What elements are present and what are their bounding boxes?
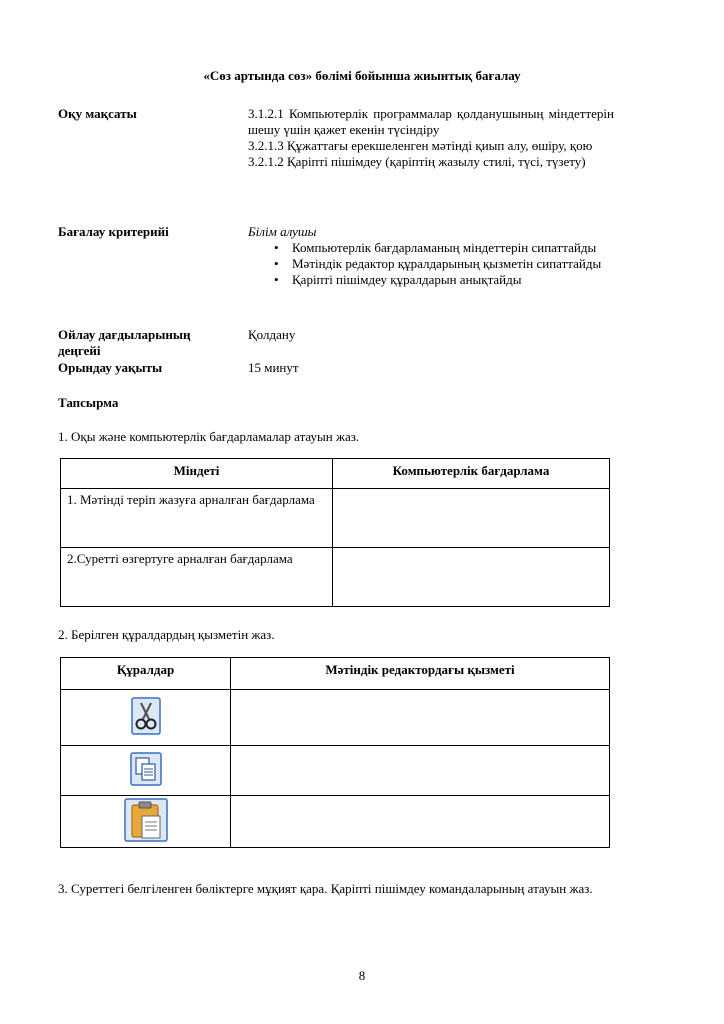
answer-cell[interactable] (333, 548, 610, 607)
paste-clipboard-icon (124, 798, 168, 846)
time-value: 15 минут (248, 360, 299, 375)
table-header: Құралдар (61, 658, 231, 690)
tool-cell (61, 690, 231, 746)
page-number: 8 (358, 968, 366, 983)
copy-icon (130, 752, 162, 790)
page-title: «Сөз артында сөз» бөлімі бойынша жиынтық бағалау (203, 68, 521, 83)
goal-line: 3.2.1.2 Қаріпті пішімдеу (қаріптің жазылу стилі, түсі, түзету) (248, 154, 586, 169)
answer-cell[interactable] (231, 796, 610, 848)
scissors-cut-icon (131, 697, 161, 739)
table-header: Міндеті (61, 459, 333, 489)
task2-text: 2. Берілген құралдардың қызметін жаз. (58, 627, 275, 642)
table-header-row (61, 459, 610, 489)
table-cell: 2.Суретті өзгертуге арналған бағдарлама (61, 548, 333, 607)
criteria-value (248, 224, 614, 288)
criteria-label: Бағалау критерийі (58, 224, 169, 239)
thinking-value: Қолдану (248, 327, 296, 342)
answer-cell[interactable] (231, 690, 610, 746)
task1-table (60, 458, 610, 607)
table-row (61, 690, 610, 746)
table-row (61, 489, 610, 548)
criteria-list (248, 240, 614, 288)
table-cell: 1. Мәтінді теріп жазуға арналған бағдарлама (61, 489, 333, 548)
goal-value (248, 106, 614, 170)
tool-cell (61, 746, 231, 796)
criteria-item: • Қаріпті пішімдеу құралдарын анықтайды (248, 272, 614, 288)
criteria-item: • Мәтіндік редактор құралдарының қызметін сипаттайды (248, 256, 614, 272)
tool-cell (61, 796, 231, 848)
thinking-label: Ойлау дағдыларының деңгейі (58, 327, 191, 358)
table-header-row (61, 658, 610, 690)
table-header: Мәтіндік редактордағы қызметі (231, 658, 610, 690)
table-row (61, 746, 610, 796)
goal-line: 3.2.1.3 Құжаттағы ерекшеленген мәтінді қиып алу, өшіру, қою (248, 138, 593, 153)
table-header: Компьютерлік бағдарлама (333, 459, 610, 489)
criteria-intro: Білім алушы (248, 224, 317, 239)
answer-cell[interactable] (333, 489, 610, 548)
task1-text: 1. Оқы және компьютерлік бағдарламалар атауын жаз. (58, 429, 360, 444)
answer-cell[interactable] (231, 746, 610, 796)
time-label: Орындау уақыты (58, 360, 163, 375)
table-row (61, 796, 610, 848)
task2-table (60, 657, 610, 848)
task-heading: Тапсырма (58, 395, 119, 410)
criteria-item: • Компьютерлік бағдарламаның міндеттерін сипаттайды (248, 240, 614, 256)
task3-text: 3. Суреттегі белгіленген бөліктерге мұқият қара. Қаріпті пішімдеу командаларының атауын жаз. (58, 881, 593, 896)
table-row (61, 548, 610, 607)
goal-label: Оқу мақсаты (58, 106, 137, 121)
goal-line: 3.1.2.1 Компьютерлік программалар қолданушының міндеттерін шешу үшін қажет екенін түсіндіру (248, 106, 614, 137)
